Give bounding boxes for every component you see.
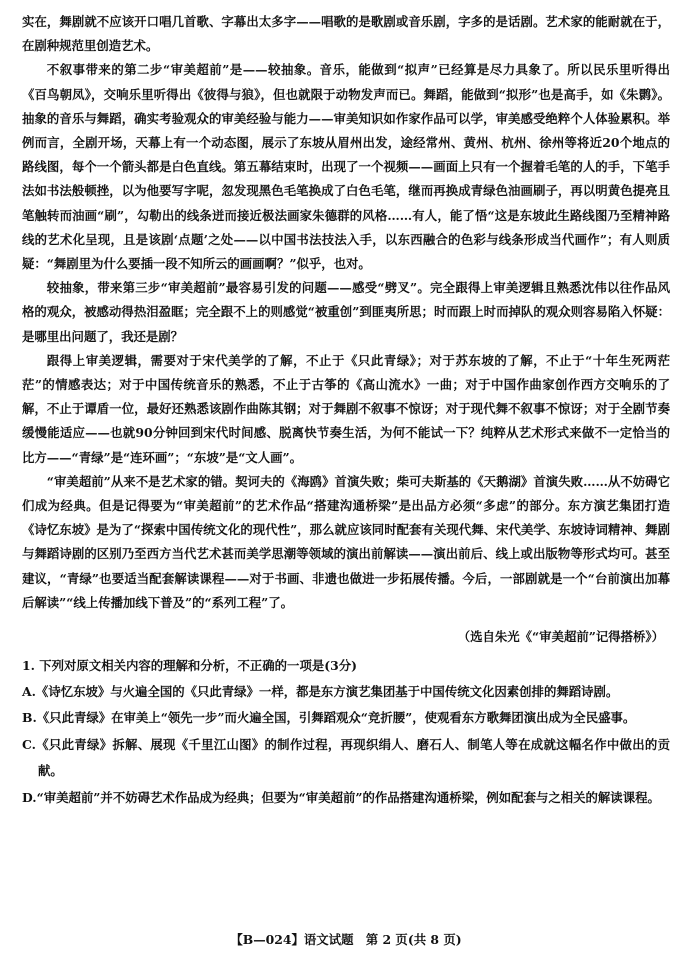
option-d: D.“审美超前”并不妨碍艺术作品成为经典；但要为“审美超前”的作品搭建沟通桥梁，例如配套与之相关的解读课程。	[22, 789, 660, 805]
paragraph-3: 较抽象，带来第三步“审美超前”最容易引发的问题——感受“劈叉”。完全跟得上审美逻辑且熟悉沈伟以往作品风格的观众，被感动得热泪盈眶；完全跟不上的则感觉“被重创”到匪夷所思；时而跟上时而掉队的观众则容易陷入怀疑：是哪里出问题了，我还是剧？	[22, 280, 670, 344]
page-footer	[0, 930, 692, 950]
source-citation: （选自朱光《“审美超前”记得搭桥》）	[457, 629, 664, 645]
exam-code: 【B—024】语文试题	[230, 932, 354, 947]
paragraph-2: 不叙事带来的第二步“审美超前”是——较抽象。音乐，能做到“拟声”已经算是尽力具象了。所以民乐里听得出《百鸟朝凤》，交响乐里听得出《彼得与狼》，但也就限于动物发声而已。舞蹈，能做到“拟形”也是高手，如《朱鹮》。抽象的音乐与舞蹈，确实考验观众的审美经验与能力——审美知识如作家作品可以学，审美感受绝粹个人体验累积。举例而言，全剧开场，天幕上有一个动态图，展示了东坡从眉州出发，途经常州、黄州、杭州、徐州等将近20个地点的路线图，每个一个箭头都是白色直线。第五幕结束时，出现了一个视频——画面上只有一个握着毛笔的人的手，下笔手法如书法般顿挫，以为他要写字呢，忽发现黑色毛笔换成了白色毛笔，继而再换成青绿色油画刷子，再以明黄色提亮且笔触转而油画“刷”，勾勒出的线条迸而接近极法画家朱德群的风格……有人，能了悟“这是东坡此生路线图乃至精神路线的艺术化呈现，且是该剧‘点题’之处——以中国书法技法入手，以东西融合的色彩与线条形成当代画作”；有人则质疑：“舞剧里为什么要插一段不知所云的画画啊？”似乎，也对。	[22, 62, 670, 272]
paragraph-1: 实在，舞剧就不应该开口唱几首歌、字幕出太多字——唱歌的是歌剧或音乐剧，字多的是话剧。艺术家的能耐就在于，在剧种规范里创造艺术。	[22, 14, 670, 54]
page-number: 第 2 页(共 8 页)	[365, 932, 462, 947]
option-b: B.《只此青绿》在审美上“领先一步”而火遍全国，引舞蹈观众“竞折腰”，使观看东方歌舞团演出成为全民盛事。	[22, 710, 636, 726]
option-c: C.《只此青绿》拆解、展现《千里江山图》的制作过程，再现织绢人、磨石人、制笔人等在成就这幅名作中做出的贡献。	[22, 736, 670, 779]
document-page	[22, 10, 670, 811]
paragraph-4: 跟得上审美逻辑，需要对于宋代美学的了解，不止于《只此青绿》；对于苏东坡的了解，不止于“十年生死两茫茫”的情感表达；对于中国传统音乐的熟悉，不止于古筝的《高山流水》一曲；对于中国作曲家创作西方交响乐的了解，不止于谭盾一位，最好还熟悉该剧作曲陈其钢；对于舞剧不叙事不惊讶；对于现代舞不叙事不惊讶；对于全剧节奏缓慢能适应——也就90分钟回到宋代时间感、脱离快节奏生活，为何不能试一下？纯粹从艺术形式来做不一定恰当的比方——“青绿”是“连环画”；“东坡”是“文人画”。	[22, 352, 670, 465]
paragraph-5: “审美超前”从来不是艺术家的错。契诃夫的《海鸥》首演失败；柴可夫斯基的《天鹅湖》首演失败……从不妨碍它们成为经典。但是记得要为“审美超前”的艺术作品“搭建沟通桥梁”是出品方必须“多虑”的部分。东方演艺集团打造《诗忆东坡》是为了“探索中国传统文化的现代性”，那么就应该同时配套有关现代舞、宋代美学、东坡诗词精神、舞剧与舞蹈诗剧的区别乃至西方当代艺术甚而美学思潮等领域的演出前解读——演出前后、线上或出版物等形式均可。甚至建议，“青绿”也要适当配套解读课程——对于书画、非遗也做进一步拓展传播。今后，一部剧就是一个“台前演出加幕后解读”“线上传播加线下普及”的“系列工程”了。	[22, 473, 670, 610]
option-a: A.《诗忆东坡》与火遍全国的《只此青绿》一样，都是东方演艺集团基于中国传统文化因素创排的舞蹈诗剧。	[22, 684, 619, 700]
question-stem: 1. 下列对原文相关内容的理解和分析，不正确的一项是(3分)	[22, 658, 357, 674]
